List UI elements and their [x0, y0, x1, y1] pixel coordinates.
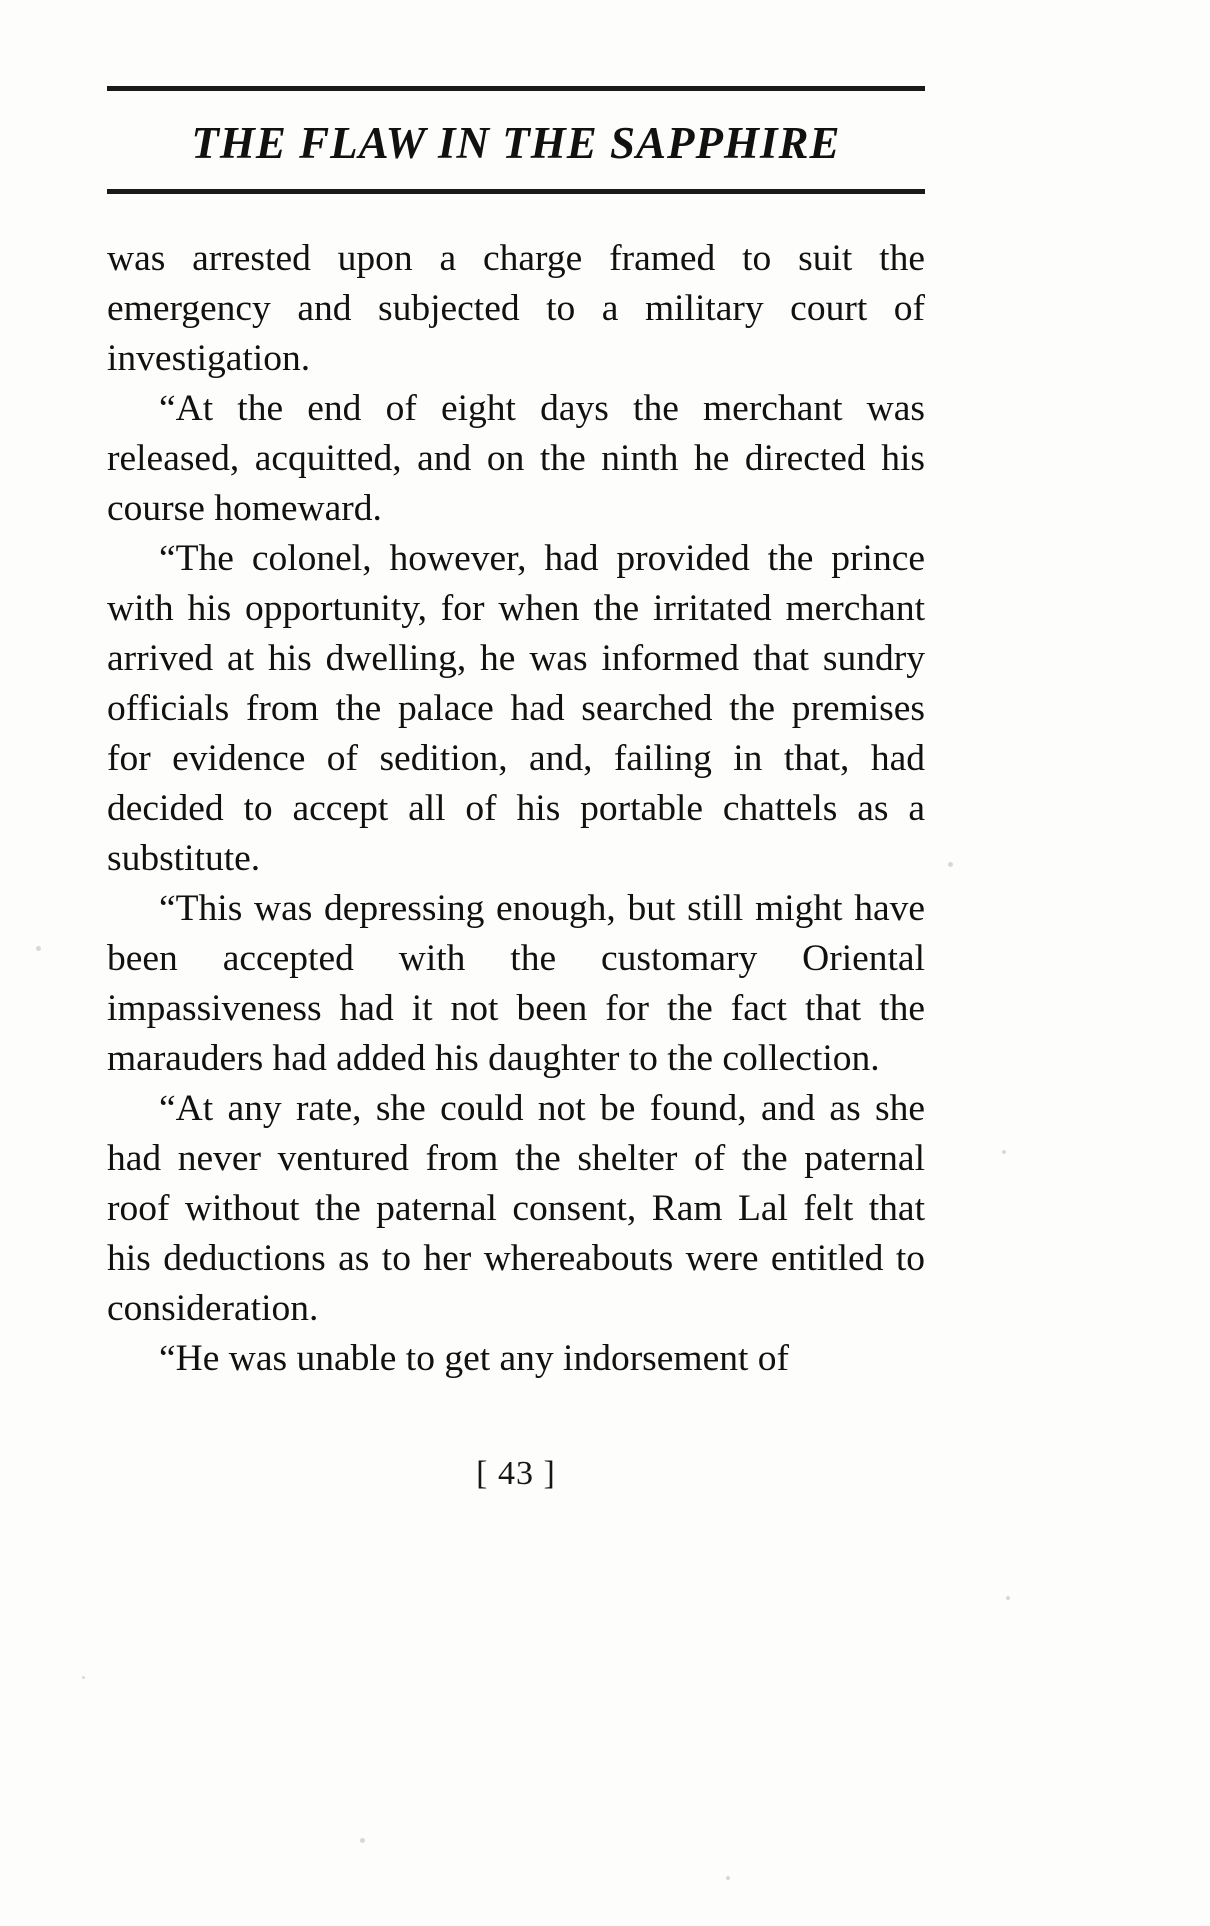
scan-speck [1006, 1596, 1010, 1600]
paragraph: “At any rate, she could not be found, and as she had never ventured from the shelter of the paternal roof without the paternal consent, Ram Lal felt that his deductions as to her whereabouts were entitled to consideration. [107, 1088, 925, 1329]
body-text [107, 234, 925, 1384]
paragraph: “At the end of eight days the merchant was released, acquitted, and on the ninth he directed his course homeward. [107, 388, 925, 529]
paragraph: was arrested upon a charge framed to suit the emergency and subjected to a military court of investigation. [107, 238, 925, 379]
page-number: [ 43 ] [476, 1455, 556, 1492]
scan-speck [82, 1676, 85, 1679]
scan-speck [36, 946, 41, 951]
paragraph: “He was unable to get any indorsement of [159, 1338, 790, 1379]
paragraph: “This was depressing enough, but still might have been accepted with the customary Oriental impassiveness had it not been for the fact that the marauders had added his daughter to the collection. [107, 888, 925, 1079]
scan-speck [360, 1838, 365, 1843]
page-title: THE FLAW IN THE SAPPHIRE [191, 118, 841, 168]
paragraph: “The colonel, however, had provided the prince with his opportunity, for when the irritated merchant arrived at his dwelling, he was informed that sundry officials from the palace had searched the premises for evidence of sedition, and, failing in that, had decided to accept all of his portable chattels as a substitute. [107, 538, 925, 879]
scan-speck [726, 1876, 730, 1880]
scan-speck [1002, 1150, 1006, 1154]
header-rule-bottom [107, 189, 925, 194]
page-content [107, 86, 925, 1384]
scan-speck [948, 862, 953, 867]
